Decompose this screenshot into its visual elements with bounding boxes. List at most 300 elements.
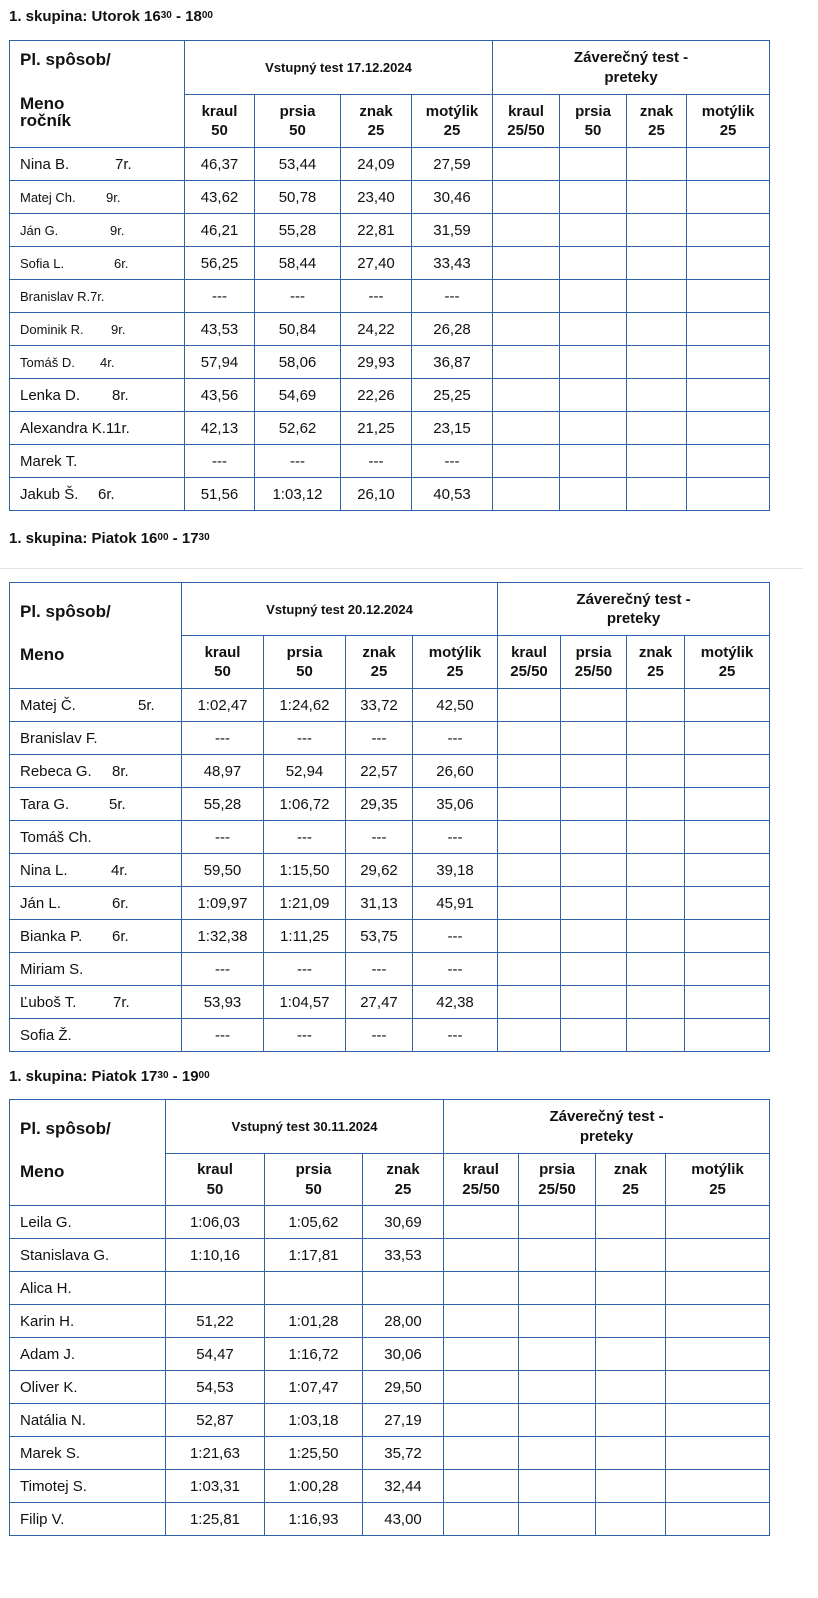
results-table-3 [9,1099,770,1536]
result-cell [363,1272,444,1305]
swimmer-name: Oliver K. [20,1378,78,1396]
table-row [10,1338,770,1371]
final-result-cell [627,689,685,722]
result-cell: 42,50 [413,689,498,722]
final-result-cell [596,1338,666,1371]
final-result-cell [627,247,687,280]
swimmer-name-cell [10,214,185,247]
result-cell: 1:15,50 [264,854,346,887]
col-entry-kraul: kraul 50 [166,1154,265,1206]
result-cell: 1:11,25 [264,920,346,953]
final-result-cell [498,689,561,722]
swimmer-name: Ján L. [20,894,61,912]
table-row [10,313,770,346]
final-result-cell [498,887,561,920]
col-final-znak: znak 25 [627,636,685,689]
swimmer-name: Leila G. [20,1213,72,1231]
result-cell: 50,84 [255,313,341,346]
final-result-cell [561,920,627,953]
final-result-cell [444,1371,519,1404]
swimmer-name: Natália N. [20,1411,86,1429]
col-entry-kraul: kraul 50 [182,636,264,689]
table-row [10,722,770,755]
col-entry-motylik: motýlik 25 [412,95,493,148]
result-cell: 33,72 [346,689,413,722]
final-result-cell [561,821,627,854]
corner-meno-label: Meno [20,645,65,664]
result-cell: 27,40 [341,247,412,280]
final-result-cell [561,755,627,788]
final-result-cell [687,478,770,511]
final-result-cell [561,887,627,920]
final-result-cell [493,181,560,214]
result-cell: 35,06 [413,788,498,821]
result-cell: 1:10,16 [166,1239,265,1272]
swimmer-name: Tomáš Ch. [20,828,92,846]
corner-grade-label: ročník [20,111,72,130]
swimmer-name: Sofia L. [20,255,65,271]
result-cell [166,1272,265,1305]
result-cell: 58,06 [255,346,341,379]
final-result-cell [687,247,770,280]
result-cell: 31,59 [412,214,493,247]
result-cell: 1:03,31 [166,1470,265,1503]
swimmer-name: Nina B. [20,155,70,173]
col-final-kraul: kraul 25/50 [444,1154,519,1206]
result-cell: 1:06,72 [264,788,346,821]
swimmer-name: Nina L. [20,861,68,879]
final-result-cell [685,887,770,920]
final-result-cell [498,986,561,1019]
final-result-cell [596,1305,666,1338]
final-result-cell [666,1404,770,1437]
final-result-cell [519,1404,596,1437]
result-cell: --- [413,920,498,953]
final-result-cell [596,1371,666,1404]
swimmer-name-cell [10,689,182,722]
result-cell: 22,81 [341,214,412,247]
result-cell: 1:04,57 [264,986,346,1019]
final-result-cell [493,280,560,313]
final-result-cell [627,854,685,887]
final-result-cell [596,1206,666,1239]
swimmer-name: Ľuboš T. [20,993,77,1011]
final-result-cell [627,755,685,788]
final-result-cell [493,247,560,280]
final-result-cell [687,445,770,478]
final-result-cell [519,1371,596,1404]
result-cell: 59,50 [182,854,264,887]
swimmer-name-cell [10,755,182,788]
result-cell: 29,93 [341,346,412,379]
result-cell: 39,18 [413,854,498,887]
result-cell: 42,38 [413,986,498,1019]
final-result-cell [685,986,770,1019]
result-cell: --- [264,821,346,854]
result-cell: --- [346,821,413,854]
final-result-cell [561,986,627,1019]
result-cell: --- [264,1019,346,1052]
final-result-cell [627,887,685,920]
final-result-cell [627,346,687,379]
col-final-prsia: prsia 25/50 [519,1154,596,1206]
result-cell: 53,93 [182,986,264,1019]
swimmer-name-cell [10,1338,166,1371]
swimmer-name: Timotej S. [20,1477,87,1495]
swimmer-name-cell [10,445,185,478]
final-result-cell [685,788,770,821]
final-result-cell [596,1503,666,1536]
final-result-cell [493,379,560,412]
final-test-header: Záverečný test - preteky [444,1100,770,1154]
result-cell: --- [264,722,346,755]
final-result-cell [444,1503,519,1536]
result-cell: --- [341,280,412,313]
final-result-cell [596,1404,666,1437]
section-1-heading: 1. skupina: Utorok $16^{30} - 18^{00}$ [9,8,213,25]
swimmer-grade: 9r. [106,189,121,205]
table-row [10,1470,770,1503]
result-cell: 27,47 [346,986,413,1019]
final-result-cell [519,1239,596,1272]
entry-test-header: Vstupný test 20.12.2024 [182,583,498,636]
swimmer-grade: 6r. [112,894,129,912]
result-cell: 24,22 [341,313,412,346]
result-cell: 1:07,47 [265,1371,363,1404]
final-result-cell [498,722,561,755]
swimmer-name: Miriam S. [20,960,84,978]
table-row [10,214,770,247]
result-cell: 52,94 [264,755,346,788]
final-result-cell [687,181,770,214]
result-cell: --- [412,445,493,478]
swimmer-grade: 6r. [114,255,129,271]
final-result-cell [561,1019,627,1052]
final-result-cell [627,953,685,986]
swimmer-grade: 7r. [90,288,105,304]
result-cell: 31,13 [346,887,413,920]
result-cell: 42,13 [185,412,255,445]
swimmer-name-cell [10,1272,166,1305]
table-row [10,821,770,854]
final-result-cell [519,1503,596,1536]
table-row [10,280,770,313]
swimmer-grade: 9r. [110,222,125,238]
result-cell: 55,28 [255,214,341,247]
table-row [10,854,770,887]
final-result-cell [685,1019,770,1052]
result-cell: 35,72 [363,1437,444,1470]
result-cell: 1:02,47 [182,689,264,722]
result-cell: 58,44 [255,247,341,280]
result-cell: 51,22 [166,1305,265,1338]
col-entry-znak: znak 25 [341,95,412,148]
swimmer-grade: 5r. [109,795,126,813]
result-cell: --- [182,1019,264,1052]
table-row [10,1404,770,1437]
final-result-cell [627,313,687,346]
result-cell: 53,44 [255,148,341,181]
final-result-cell [519,1272,596,1305]
result-cell: 1:03,12 [255,478,341,511]
swimmer-name: Karin H. [20,1312,75,1330]
swimmer-name-cell [10,379,185,412]
result-cell: 27,19 [363,1404,444,1437]
final-result-cell [627,986,685,1019]
result-cell: --- [255,445,341,478]
result-cell: 48,97 [182,755,264,788]
swimmer-name-cell [10,887,182,920]
result-cell: --- [182,722,264,755]
result-cell: --- [413,821,498,854]
table-row [10,478,770,511]
swimmer-name-cell [10,412,185,445]
table-row [10,346,770,379]
final-result-cell [561,854,627,887]
table-row [10,1305,770,1338]
final-result-cell [687,346,770,379]
table-row [10,1272,770,1305]
result-cell: 54,69 [255,379,341,412]
final-result-cell [498,1019,561,1052]
result-cell: 52,62 [255,412,341,445]
divider-line [0,568,803,569]
swimmer-grade: 6r. [112,927,129,945]
final-result-cell [560,379,627,412]
result-cell: --- [264,953,346,986]
col-final-motylik: motýlik 25 [685,636,770,689]
final-result-cell [560,445,627,478]
result-cell: 29,50 [363,1371,444,1404]
swimmer-name-cell [10,1371,166,1404]
swimmer-grade: 7r. [113,993,130,1011]
result-cell: 23,15 [412,412,493,445]
result-cell: --- [185,280,255,313]
final-result-cell [687,280,770,313]
swimmer-name: Filip V. [20,1510,65,1528]
result-cell: 33,53 [363,1239,444,1272]
results-table-2 [9,582,770,1052]
result-cell: 1:25,81 [166,1503,265,1536]
final-result-cell [519,1305,596,1338]
final-result-cell [685,821,770,854]
result-cell: 30,46 [412,181,493,214]
section-2-heading: 1. skupina: Piatok $16^{00} - 17^{30}$ [9,530,210,547]
final-result-cell [627,379,687,412]
col-entry-kraul: kraul 50 [185,95,255,148]
final-result-cell [666,1338,770,1371]
table-body-3 [10,1206,770,1536]
header-corner [10,1100,166,1206]
final-result-cell [627,722,685,755]
result-cell: --- [185,445,255,478]
final-result-cell [685,689,770,722]
result-cell: 55,28 [182,788,264,821]
swimmer-name-cell [10,722,182,755]
swimmer-name: Matej Č. [20,696,76,714]
swimmer-name-cell [10,953,182,986]
result-cell [265,1272,363,1305]
final-result-cell [685,854,770,887]
final-result-cell [493,478,560,511]
final-result-cell [687,313,770,346]
result-cell: 32,44 [363,1470,444,1503]
final-result-cell [627,148,687,181]
final-result-cell [627,788,685,821]
col-entry-motylik: motýlik 25 [413,636,498,689]
result-cell: 53,75 [346,920,413,953]
table-row [10,1239,770,1272]
table-row [10,953,770,986]
result-cell: 25,25 [412,379,493,412]
result-cell: 29,35 [346,788,413,821]
swimmer-grade: 5r. [138,696,155,714]
swimmer-name: Bianka P. [20,927,83,945]
col-entry-prsia: prsia 50 [255,95,341,148]
final-result-cell [493,445,560,478]
final-result-cell [666,1272,770,1305]
result-cell: 21,25 [341,412,412,445]
swimmer-grade: 9r. [111,321,126,337]
table-row [10,1371,770,1404]
swimmer-name-cell [10,854,182,887]
swimmer-name-cell [10,821,182,854]
swimmer-name-cell [10,181,185,214]
final-result-cell [560,346,627,379]
result-cell: 1:25,50 [265,1437,363,1470]
result-cell: 1:16,93 [265,1503,363,1536]
final-result-cell [666,1371,770,1404]
final-result-cell [627,412,687,445]
swimmer-name: Rebeca G. [20,762,92,780]
swimmer-grade: 8r. [112,762,129,780]
result-cell: 45,91 [413,887,498,920]
result-cell: 1:21,63 [166,1437,265,1470]
result-cell: --- [346,1019,413,1052]
result-cell: 23,40 [341,181,412,214]
result-cell: 33,43 [412,247,493,280]
table-body-2 [10,689,770,1052]
final-result-cell [493,412,560,445]
result-cell: 1:32,38 [182,920,264,953]
result-cell: 43,56 [185,379,255,412]
swimmer-name-cell [10,346,185,379]
result-cell: 46,37 [185,148,255,181]
corner-meno-label: Meno [20,94,65,113]
result-cell: 29,62 [346,854,413,887]
final-result-cell [685,953,770,986]
final-result-cell [666,1437,770,1470]
final-test-header: Záverečný test - preteky [498,583,770,636]
swimmer-name: Marek T. [20,452,78,470]
final-result-cell [560,313,627,346]
result-cell: --- [182,953,264,986]
result-cell: --- [346,722,413,755]
final-result-cell [687,379,770,412]
swimmer-name-cell [10,1019,182,1052]
final-result-cell [561,788,627,821]
swimmer-name-cell [10,986,182,1019]
swimmer-name: Tomáš D. [20,354,75,370]
table-row [10,1437,770,1470]
final-result-cell [685,722,770,755]
swimmer-name-cell [10,1404,166,1437]
swimmer-name-cell [10,313,185,346]
final-result-cell [560,247,627,280]
final-result-cell [493,214,560,247]
swimmer-name: Branislav F. [20,729,98,747]
swimmer-name-cell [10,247,185,280]
final-result-cell [685,755,770,788]
result-cell: --- [412,280,493,313]
table-row [10,412,770,445]
final-result-cell [444,1470,519,1503]
swimmer-name: Marek S. [20,1444,81,1462]
result-cell: --- [341,445,412,478]
result-cell: 28,00 [363,1305,444,1338]
final-result-cell [627,181,687,214]
result-cell: 1:01,28 [265,1305,363,1338]
corner-top-label: Pl. spôsob/ [20,602,111,621]
results-table-1 [9,40,770,511]
final-result-cell [444,1437,519,1470]
col-final-motylik: motýlik 25 [687,95,770,148]
header-corner [10,41,185,148]
result-cell: 22,26 [341,379,412,412]
result-cell: 40,53 [412,478,493,511]
table-row [10,1019,770,1052]
swimmer-name: Tara G. [20,795,70,813]
swimmer-name: Jakub Š. [20,485,79,503]
swimmer-name-cell [10,1437,166,1470]
final-result-cell [498,920,561,953]
final-result-cell [666,1239,770,1272]
final-result-cell [666,1470,770,1503]
table-row [10,887,770,920]
table-row [10,1503,770,1536]
final-result-cell [561,722,627,755]
final-result-cell [596,1272,666,1305]
final-result-cell [519,1437,596,1470]
result-cell: --- [346,953,413,986]
result-cell: 54,53 [166,1371,265,1404]
swimmer-name: Alexandra K. [20,419,106,437]
result-cell: 54,47 [166,1338,265,1371]
final-result-cell [444,1206,519,1239]
table-row [10,1206,770,1239]
final-result-cell [666,1305,770,1338]
final-result-cell [498,953,561,986]
corner-top-label: Pl. spôsob/ [20,1119,111,1138]
swimmer-name-cell [10,478,185,511]
swimmer-name-cell [10,148,185,181]
result-cell: 27,59 [412,148,493,181]
swimmer-name: Matej Ch. [20,189,76,205]
entry-test-header: Vstupný test 17.12.2024 [185,41,493,95]
final-result-cell [498,854,561,887]
final-result-cell [687,148,770,181]
final-result-cell [560,478,627,511]
corner-meno-label: Meno [20,1162,65,1181]
table-row [10,689,770,722]
table-row [10,181,770,214]
swimmer-grade: 7r. [115,155,132,173]
swimmer-name: Stanislava G. [20,1246,110,1264]
swimmer-grade: 4r. [111,861,128,879]
result-cell: 1:17,81 [265,1239,363,1272]
final-result-cell [561,953,627,986]
final-result-cell [627,1019,685,1052]
